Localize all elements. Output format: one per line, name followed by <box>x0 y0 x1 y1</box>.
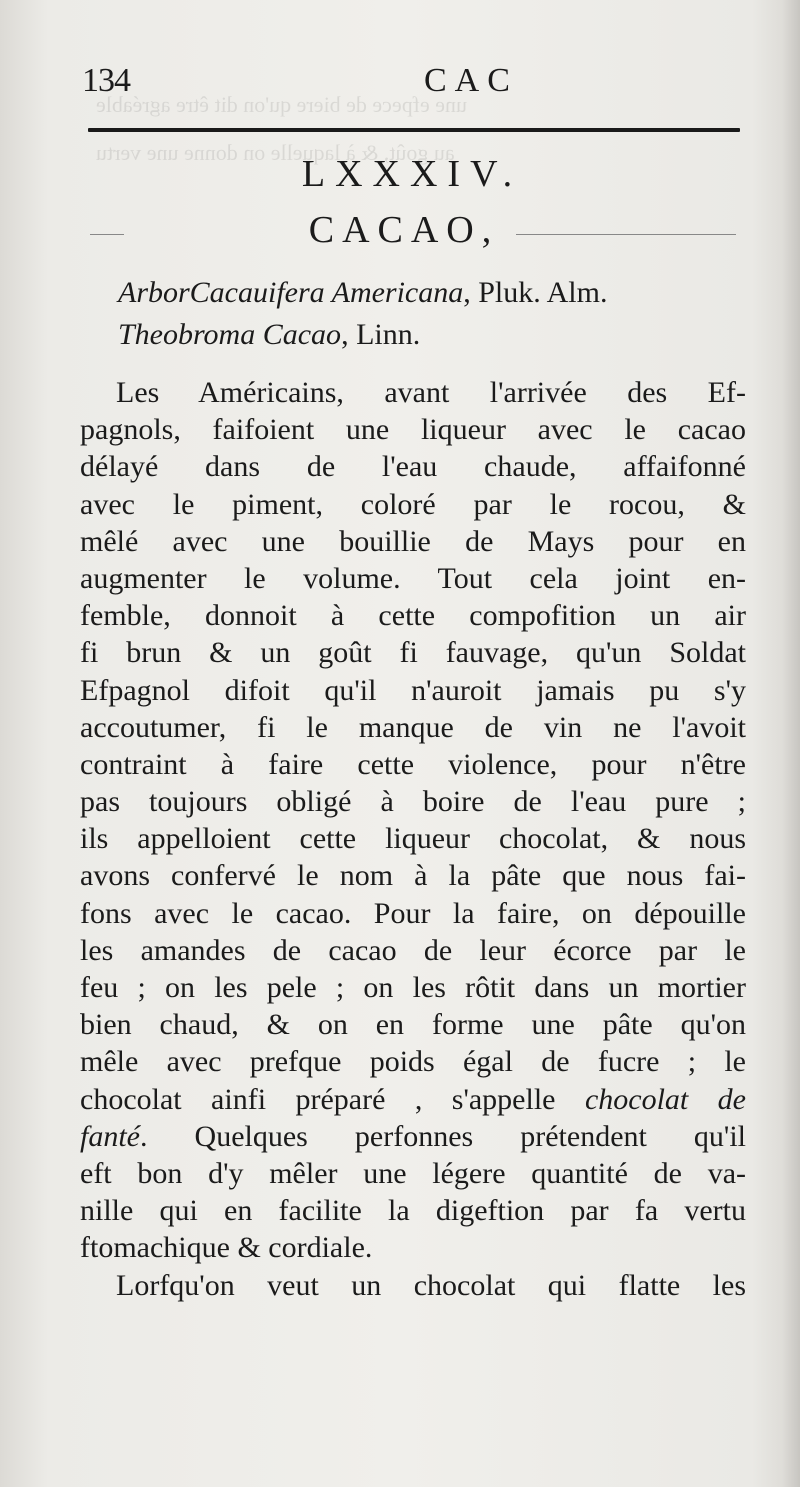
synonym-citation: , Pluk. Alm. <box>463 276 608 309</box>
show-through-text: une efpece de biere qu'on dit être agréable <box>96 92 468 117</box>
text-line: Lorfqu'on veut un chocolat qui flatte les <box>116 1268 746 1302</box>
synonym-latin: ArborCacauifera Americana <box>118 276 464 309</box>
text-line: feu ; on les pele ; on les rôtit dans un mortier <box>80 971 746 1004</box>
synonym-latin: Theobroma Cacao <box>118 318 342 351</box>
body-text <box>80 374 746 1304</box>
text-line: ils appelloient cette liqueur chocolat, & nous <box>80 822 746 856</box>
text-line: avec le piment, coloré par le rocou, & <box>80 487 746 521</box>
synonym-line <box>118 318 420 352</box>
text-line: augmenter le volume. Tout cela joint en- <box>80 561 746 595</box>
text-line: fons avec le cacao. Pour la faire, on dépouille <box>80 896 746 930</box>
page-number: 134 <box>82 62 130 99</box>
text-line: fi brun & un goût fi fauvage, qu'un Soldat <box>80 636 746 670</box>
text-line: avons confervé le nom à la pâte que nous fai- <box>80 859 746 893</box>
text-line: les amandes de cacao de leur écorce par le <box>80 933 746 967</box>
synonym-citation: , Linn. <box>341 318 421 351</box>
text-line: pas toujours obligé à boire de l'eau pure ; <box>80 785 746 819</box>
text-line: pagnols, faifoient une liqueur avec le cacao <box>80 413 746 447</box>
text-line: ftomachique & cordiale. <box>80 1231 373 1265</box>
page-header <box>82 62 742 108</box>
text-line: mêle avec prefque poids égal de fucre ; le <box>80 1045 746 1079</box>
italic-term: fanté <box>80 1119 140 1153</box>
text-line: accoutumer, fi le manque de vin ne l'avoit <box>80 710 746 744</box>
text-line: mêlé avec une bouillie de Mays pour en <box>80 524 746 558</box>
text-line <box>80 1118 746 1155</box>
text-line: bien chaud, & on en forme une pâte qu'on <box>80 1008 746 1042</box>
text-line: contraint à faire cette violence, pour n'être <box>80 747 746 781</box>
text-line <box>80 1081 746 1118</box>
text-segment: . Quelques perfonnes prétendent qu'il <box>140 1119 746 1153</box>
text-line: délayé dans de l'eau chaude, affaifonné <box>80 450 746 484</box>
running-head: CAC <box>424 62 518 99</box>
show-through-text: au goût, & à laquelle on donne une vertu <box>96 140 455 165</box>
text-line: Les Américains, avant l'arrivée des Ef- <box>116 376 746 409</box>
italic-term: chocolat de <box>584 1082 746 1116</box>
header-rule <box>88 128 740 132</box>
entry-title: CACAO, <box>308 209 500 251</box>
divider-dash <box>516 234 736 235</box>
text-segment: chocolat ainfi préparé , s'appelle <box>80 1082 585 1116</box>
text-line: femble, donnoit à cette compofition un air <box>80 599 746 633</box>
text-line: Efpagnol difoit qu'il n'auroit jamais pu s'y <box>80 673 746 707</box>
synonym-line <box>118 276 607 310</box>
text-line: nille qui en facilite la digeftion par fa vertu <box>80 1194 746 1228</box>
text-line: eft bon d'y mêler une légere quantité de va- <box>80 1156 746 1190</box>
section-number: LXXXIV. <box>301 153 523 195</box>
